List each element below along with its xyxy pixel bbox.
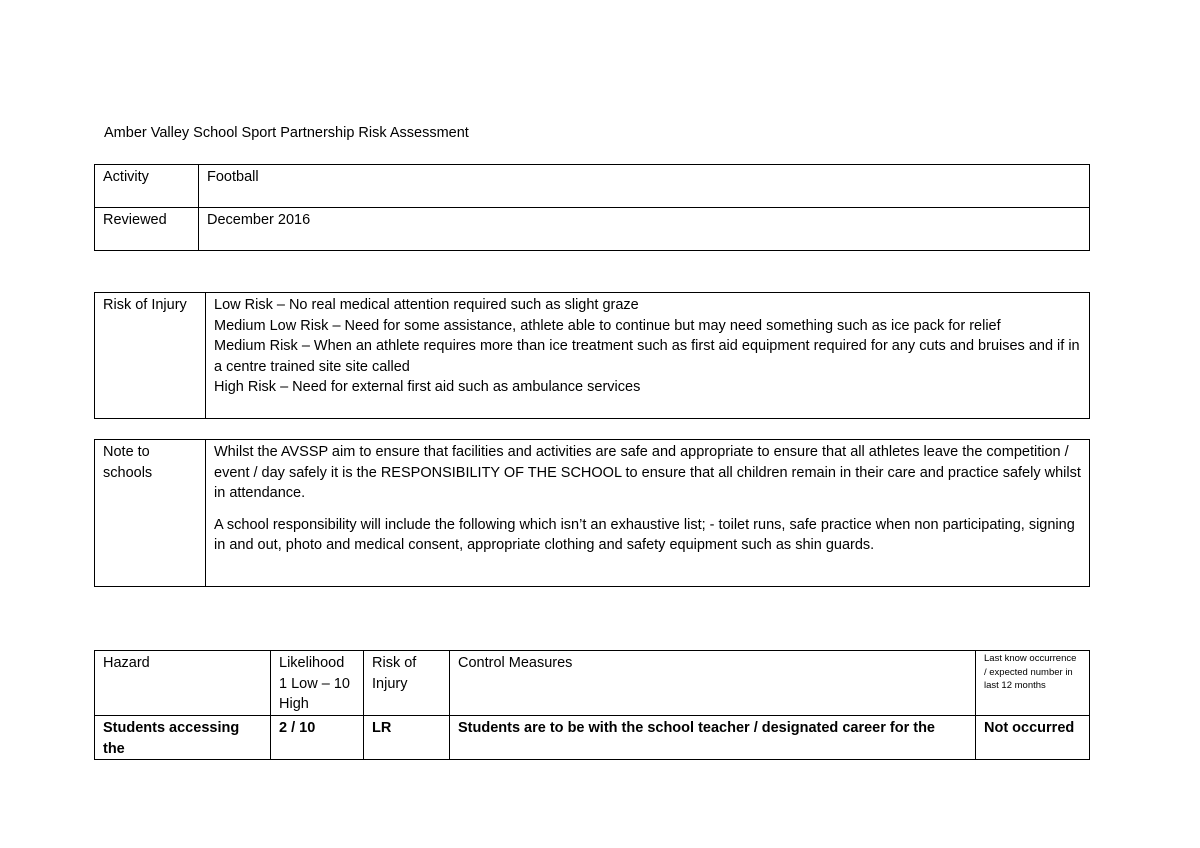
risk-of-injury-table (94, 292, 1090, 419)
reviewed-value: December 2016 (199, 208, 1090, 251)
table-header-row (95, 651, 1090, 716)
risk-level-medium-low: Medium Low Risk – Need for some assistance, athlete able to continue but may need something such as ice pack for relief (214, 317, 1001, 334)
table-row (95, 716, 1090, 760)
page-title: Amber Valley School Sport Partnership Risk Assessment (104, 125, 469, 141)
risk-levels-cell (206, 293, 1090, 419)
note-paragraph-1: Whilst the AVSSP aim to ensure that facilities and activities are safe and appropriate to ensure that all athletes leave the competition / event / day safely it is the RESPONSIBILITY OF THE SCHOOL to ensure that all children remain in their care and practice safely whilst in attendance. (214, 444, 1081, 501)
occurrence-cell: Not occurred (976, 716, 1090, 760)
table-row (95, 165, 1090, 208)
control-measures-header: Control Measures (450, 651, 976, 716)
likelihood-cell: 2 / 10 (271, 716, 364, 760)
control-measures-cell: Students are to be with the school teacher / designated career for the (450, 716, 976, 760)
activity-info-table (94, 164, 1090, 251)
risk-header: Risk of Injury (364, 651, 450, 716)
risk-of-injury-label: Risk of Injury (95, 293, 206, 419)
note-to-schools-label: Note to schools (95, 440, 206, 587)
likelihood-header: Likelihood 1 Low – 10 High (271, 651, 364, 716)
reviewed-label: Reviewed (95, 208, 199, 251)
risk-level-high: High Risk – Need for external first aid such as ambulance services (214, 379, 641, 395)
table-row (95, 293, 1090, 419)
note-to-schools-table (94, 439, 1090, 587)
note-paragraph-2: A school responsibility will include the following which isn’t an exhaustive list; - toilet runs, safe practice when non participating, signing in and out, photo and medical consent, appropriate clothing and safety equipment such as shin guards. (214, 516, 1075, 553)
hazard-table (94, 650, 1090, 760)
note-content-cell (206, 440, 1090, 587)
risk-level-medium: Medium Risk – When an athlete requires more than ice treatment such as first aid equipment required for any cuts and bruises and if in a centre trained site site called (214, 338, 1080, 375)
table-row (95, 440, 1090, 587)
risk-cell: LR (364, 716, 450, 760)
hazard-header: Hazard (95, 651, 271, 716)
activity-label: Activity (95, 165, 199, 208)
occurrence-header: Last know occurrence / expected number in last 12 months (976, 651, 1090, 716)
table-row (95, 208, 1090, 251)
activity-value: Football (199, 165, 1090, 208)
risk-level-low: Low Risk – No real medical attention required such as slight graze (214, 297, 639, 313)
hazard-cell: Students accessing the (95, 716, 271, 760)
